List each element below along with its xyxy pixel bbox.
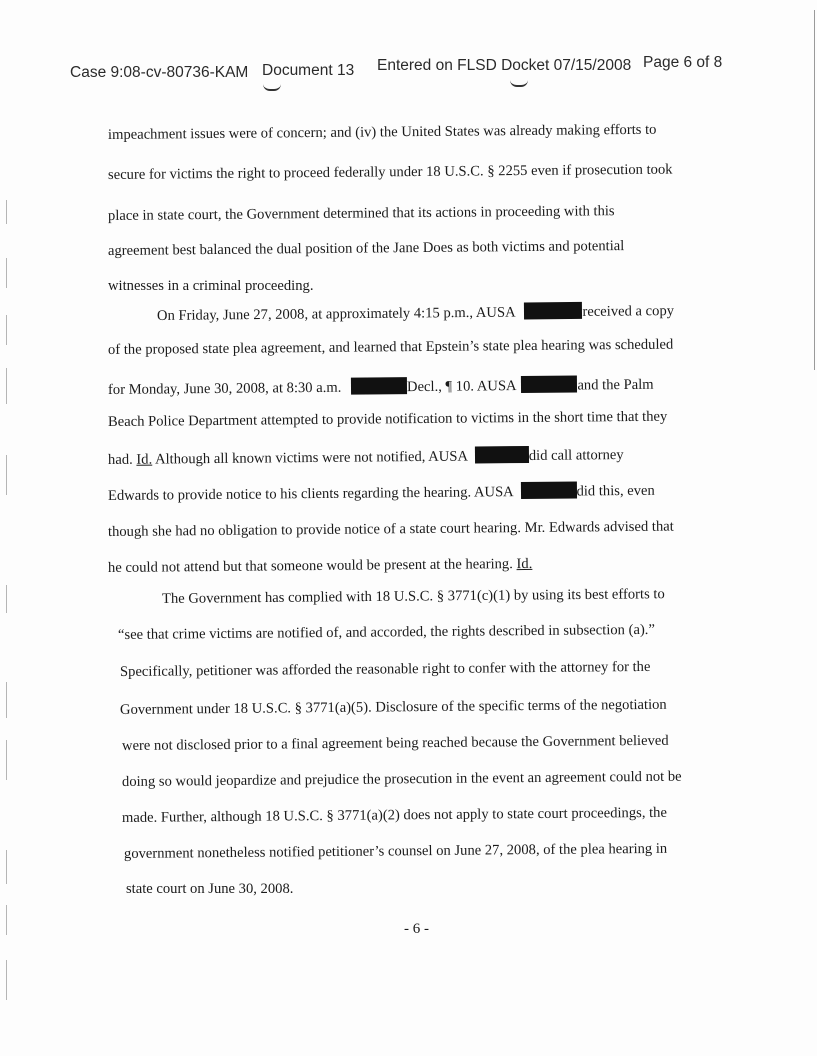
redaction-box — [520, 482, 576, 500]
body-line: witnesses in a criminal proceeding. — [108, 278, 314, 294]
body-line: place in state court, the Government determined that its actions in proceeding with this — [107, 203, 615, 224]
text-run: had. — [107, 451, 133, 468]
scan-edge-mark — [6, 850, 11, 884]
scan-edge-mark — [6, 905, 11, 935]
docket-entry-date: Entered on FLSD Docket 07/15/2008 — [377, 57, 632, 74]
scan-edge-mark — [6, 368, 11, 404]
body-line — [108, 481, 655, 505]
text-run: Decl., ¶ 10. AUSA — [406, 378, 516, 396]
body-line: doing so would jeopardize and prejudice the prosecution in the event an agreement could not be — [121, 768, 682, 790]
scan-mark — [510, 80, 528, 87]
page-count: Page 6 of 8 — [643, 54, 723, 71]
scan-mark — [263, 84, 281, 91]
redaction-box — [351, 377, 407, 395]
text-run: for Monday, June 30, 2008, at 8:30 a.m. — [107, 379, 342, 398]
text-run: did call attorney — [528, 447, 624, 464]
text-run: Although all known victims were not notified, AUSA — [154, 448, 468, 468]
scan-edge-mark — [6, 740, 11, 780]
citation-id: Id. — [136, 451, 153, 468]
body-line: agreement best balanced the dual position of the Jane Does as both victims and potential — [107, 238, 625, 259]
scan-edge-line — [814, 10, 815, 370]
docket-header — [70, 54, 730, 84]
body-line: The Government has complied with 18 U.S.C. § 3771(c)(1) by using its best efforts to — [161, 586, 665, 607]
page-number: - 6 - — [404, 921, 429, 937]
body-line: “see that crime victims are notified of, and accorded, the rights described in subsection (a).” — [117, 621, 655, 643]
text-run: On Friday, June 27, 2008, at approximately 4:15 p.m., AUSA — [156, 304, 515, 324]
body-line: made. Further, although 18 U.S.C. § 3771(a)(2) does not apply to state court proceedings, the — [121, 804, 668, 826]
text-run: received a copy — [582, 303, 675, 320]
body-line — [157, 301, 674, 325]
case-number: Case 9:08-cv-80736-KAM — [70, 64, 249, 81]
citation-id: Id. — [516, 555, 533, 573]
body-line: impeachment issues were of concern; and (iv) the United States was already making efforts to — [107, 121, 657, 143]
redaction-box — [475, 446, 529, 464]
text-run: and the Palm — [577, 376, 654, 394]
body-line — [108, 556, 532, 577]
scan-edge-mark — [6, 315, 11, 345]
body-line — [108, 445, 624, 469]
body-line: government nonetheless notified petitioner’s counsel on June 27, 2008, of the plea hearing in — [123, 840, 668, 862]
document-number: Document 13 — [262, 62, 355, 79]
body-line: state court on June 30, 2008. — [126, 881, 294, 897]
text-run: he could not attend but that someone would be present at the hearing. — [107, 556, 513, 576]
body-line — [108, 375, 654, 399]
text-run: did this, even — [576, 482, 655, 500]
body-line: were not disclosed prior to a final agreement being reached because the Government believed — [121, 732, 669, 754]
body-line: secure for victims the right to proceed federally under 18 U.S.C. § 2255 even if prosecution took — [107, 161, 673, 183]
body-line: Beach Police Department attempted to provide notification to victims in the short time that they — [107, 408, 668, 430]
scan-edge-mark — [6, 585, 11, 613]
body-line: though she had no obligation to provide notice of a state court hearing. Mr. Edwards advised that — [107, 518, 674, 540]
body-line: Government under 18 U.S.C. § 3771(a)(5). Disclosure of the specific terms of the negotiation — [119, 696, 667, 718]
body-line: Specifically, petitioner was afforded the reasonable right to confer with the attorney for the — [119, 658, 651, 680]
scan-edge-mark — [6, 960, 11, 1000]
scan-edge-mark — [6, 455, 11, 495]
redaction-box — [524, 302, 582, 320]
scan-edge-mark — [6, 682, 11, 718]
redaction-box — [521, 375, 577, 393]
scan-edge-mark — [6, 200, 11, 224]
text-run: Edwards to provide notice to his clients regarding the hearing. AUSA — [107, 484, 513, 504]
body-line: of the proposed state plea agreement, and learned that Epstein’s state plea hearing was scheduled — [107, 336, 674, 358]
scan-edge-mark — [6, 258, 11, 288]
